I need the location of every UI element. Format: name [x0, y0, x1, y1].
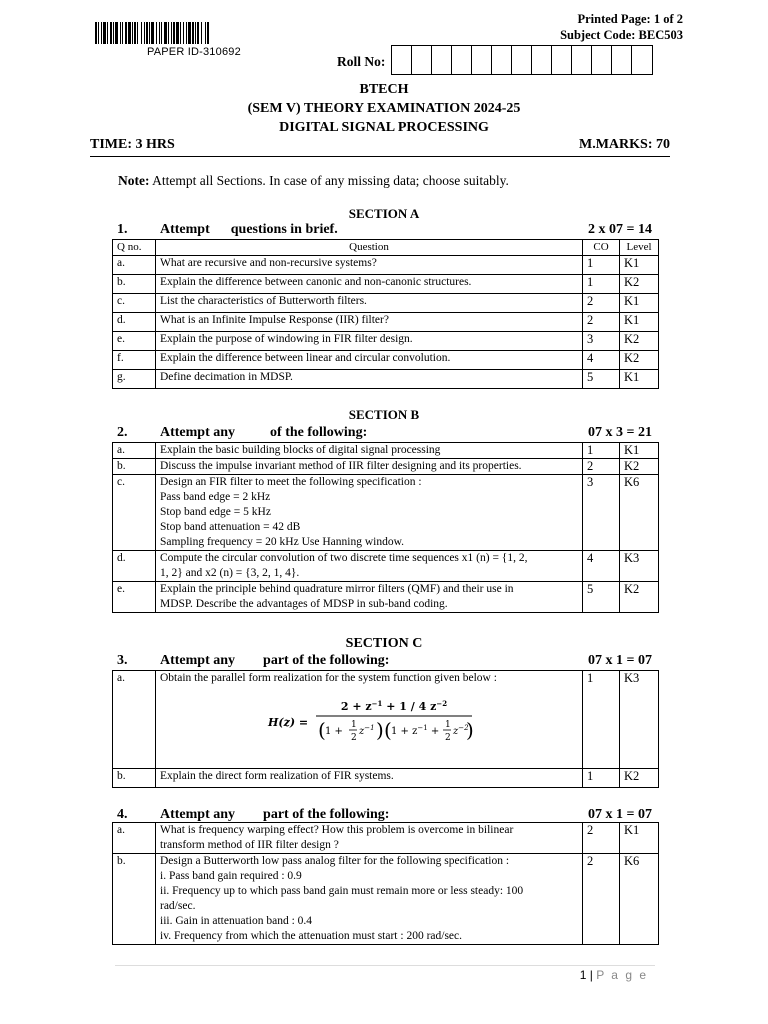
row-question: Define decimation in MDSP. [156, 370, 583, 389]
roll-no-boxes[interactable] [391, 45, 653, 75]
factor1-num: 1 [351, 720, 357, 730]
question-line: Pass band edge = 2 kHz [160, 491, 271, 503]
question-line: iii. Gain in attenuation band : 0.4 [160, 915, 313, 927]
barcode-bar [201, 22, 202, 44]
question-3-table [112, 670, 659, 788]
row-co: 1 [583, 256, 620, 275]
row-qno: a. [113, 823, 156, 854]
table-row [113, 854, 659, 945]
row-co: 3 [583, 332, 620, 351]
barcode-bar [180, 22, 181, 44]
row-level: K1 [620, 313, 659, 332]
question-marks: 2 x 07 = 14 [588, 222, 652, 237]
barcode-bar [164, 22, 167, 44]
barcode-graphic [95, 22, 305, 46]
row-qno: d. [113, 313, 156, 332]
roll-no-label: Roll No: [337, 54, 386, 69]
header-qno: Q no. [113, 240, 156, 256]
exam-time: TIME: 3 HRS [90, 137, 175, 152]
barcode-bar [128, 22, 131, 44]
note-text: Attempt all Sections. In case of any missing data; choose suitably. [149, 173, 509, 188]
question-instruction: Attempt questions in brief. [160, 222, 338, 237]
page-number: 1 [579, 968, 587, 982]
roll-no-box[interactable] [532, 46, 552, 74]
formula-fraction [314, 696, 474, 748]
question-line: Stop band edge = 5 kHz [160, 506, 271, 518]
barcode-bar [186, 22, 187, 44]
barcode-bar [171, 22, 172, 44]
page-sep: | [586, 968, 597, 982]
row-co: 5 [583, 582, 620, 613]
section-a-table [112, 239, 659, 389]
question-line: Explain the basic building blocks of digital signal processing [160, 444, 441, 456]
question-line: Design a Butterworth low pass analog filter for the following specification : [160, 855, 510, 867]
roll-no-box[interactable] [472, 46, 492, 74]
row-level: K6 [620, 475, 659, 551]
paren-open-2: ( [384, 718, 392, 742]
row-question: What is an Infinite Impulse Response (IIR) filter? [156, 313, 583, 332]
header-question: Question [156, 240, 583, 256]
barcode-bar [103, 22, 106, 44]
barcode-bar [159, 22, 160, 44]
question-line: 1, 2} and x2 (n) = {3, 2, 1, 4}. [160, 567, 300, 579]
barcode-bar [125, 22, 127, 44]
printed-info [560, 11, 683, 43]
max-marks: M.MARKS: 70 [579, 137, 670, 152]
factor2-den: 2 [445, 733, 451, 743]
question-number: 3. [117, 653, 128, 668]
row-qno: b. [113, 459, 156, 475]
barcode-bar [137, 22, 138, 44]
row-question [156, 551, 583, 582]
roll-no-box[interactable] [432, 46, 452, 74]
row-qno: g. [113, 370, 156, 389]
row-qno: b. [113, 769, 156, 788]
barcode-bar [173, 22, 175, 44]
paren-close-1: ) [376, 718, 384, 742]
row-level: K1 [620, 823, 659, 854]
row-question [156, 671, 583, 769]
row-co: 1 [583, 443, 620, 459]
question-marks: 07 x 3 = 21 [588, 425, 652, 440]
barcode-bar [146, 22, 148, 44]
note-label: Note: [118, 173, 150, 188]
row-level: K1 [620, 370, 659, 389]
question-instruction: Attempt any part of the following: [160, 653, 390, 668]
row-qno: a. [113, 443, 156, 459]
row-qno: e. [113, 582, 156, 613]
row-level: K3 [620, 551, 659, 582]
factor2-start: $1 + z^{-1}$ + [391, 724, 440, 737]
row-co: 2 [583, 294, 620, 313]
barcode-bar [188, 22, 191, 44]
row-qno: c. [113, 294, 156, 313]
barcode-bar [207, 22, 209, 44]
table-row [113, 294, 659, 313]
barcode-bar [161, 22, 162, 44]
factor1-z: $z^{-1}$ [359, 724, 375, 737]
row-question [156, 582, 583, 613]
question-marks: 07 x 1 = 07 [588, 807, 652, 822]
question-instruction: Attempt any of the following: [160, 425, 368, 440]
footer-divider [115, 965, 655, 966]
row-question: What are recursive and non-recursive systems? [156, 256, 583, 275]
row-level: K2 [620, 582, 659, 613]
row-level: K1 [620, 294, 659, 313]
table-row [113, 275, 659, 294]
barcode-bar [168, 22, 169, 44]
question-line: transform method of IIR filter design ? [160, 839, 339, 851]
question-line: i. Pass band gain required : 0.9 [160, 870, 302, 882]
transfer-function-formula [268, 696, 578, 748]
header-co: CO [583, 240, 620, 256]
question-line: Obtain the parallel form realization for the system function given below : [160, 672, 497, 684]
paren-open-1: ( [318, 718, 326, 742]
row-level: K2 [620, 351, 659, 370]
table-row [113, 551, 659, 582]
roll-no-box[interactable] [412, 46, 432, 74]
formula-lhs: H(z) = [268, 715, 309, 729]
section-c-title: SECTION C [345, 636, 423, 651]
question-number: 1. [117, 222, 128, 237]
roll-no-box[interactable] [592, 46, 612, 74]
row-co: 2 [583, 823, 620, 854]
row-question: Explain the difference between canonic and non-canonic structures. [156, 275, 583, 294]
row-qno: b. [113, 275, 156, 294]
barcode-bar [120, 22, 121, 44]
row-qno: b. [113, 854, 156, 945]
roll-no-box[interactable] [392, 46, 412, 74]
header-level: Level [620, 240, 659, 256]
printed-page: Printed Page: 1 of 2 [577, 12, 683, 26]
question-line: Sampling frequency = 20 kHz Use Hanning window. [160, 536, 404, 548]
row-level: K1 [620, 256, 659, 275]
question-line: rad/sec. [160, 900, 196, 912]
row-co: 1 [583, 671, 620, 769]
row-question: Explain the difference between linear and circular convolution. [156, 351, 583, 370]
barcode-bar [98, 22, 99, 44]
roll-no-box[interactable] [452, 46, 472, 74]
barcode-bar [95, 22, 97, 44]
paper-id: PAPER ID-310692 [147, 46, 241, 58]
row-qno: a. [113, 256, 156, 275]
row-qno: c. [113, 475, 156, 551]
paren-close-2: ) [466, 718, 474, 742]
question-instruction: Attempt any part of the following: [160, 807, 390, 822]
barcode-bar [176, 22, 179, 44]
barcode-bar [141, 22, 142, 44]
barcode-bar [144, 22, 145, 44]
row-co: 3 [583, 475, 620, 551]
row-level: K2 [620, 332, 659, 351]
question-marks: 07 x 1 = 07 [588, 653, 652, 668]
page-word: P a g e [596, 968, 648, 982]
barcode-bar [195, 22, 196, 44]
row-qno: f. [113, 351, 156, 370]
row-question [156, 443, 583, 459]
question-line: Stop band attenuation = 42 dB [160, 521, 301, 533]
row-question: Explain the direct form realization of FIR systems. [156, 769, 583, 788]
row-question [156, 459, 583, 475]
roll-no-box[interactable] [512, 46, 532, 74]
table-row [113, 370, 659, 389]
row-co: 2 [583, 313, 620, 332]
question-line: MDSP. Describe the advantages of MDSP in sub-band coding. [160, 598, 448, 610]
factor2-z: $z^{-2}$ [453, 724, 469, 737]
barcode-bar [134, 22, 136, 44]
row-question: List the characteristics of Butterworth filters. [156, 294, 583, 313]
barcode-bar [192, 22, 194, 44]
section-b-title: SECTION B [348, 407, 420, 422]
barcode-bar [151, 22, 154, 44]
subject-code: Subject Code: BEC503 [560, 28, 683, 42]
section-b-heading [117, 425, 652, 443]
formula-numerator: $2 + z^{-1} + 1 / 4$ $z^{-2}$ [341, 699, 448, 713]
exam-title-3: DIGITAL SIGNAL PROCESSING [279, 120, 489, 135]
table-row [113, 582, 659, 613]
table-row [113, 459, 659, 475]
barcode-bar [115, 22, 118, 44]
table-row [113, 443, 659, 459]
row-co: 2 [583, 459, 620, 475]
table-row [113, 332, 659, 351]
barcode-bar [183, 22, 184, 44]
exam-title-1: BTECH [359, 82, 409, 97]
note [118, 173, 509, 189]
divider [90, 156, 670, 157]
question-line: Design an FIR filter to meet the following specification : [160, 476, 422, 488]
barcode-bar [101, 22, 102, 44]
table-row [113, 351, 659, 370]
table-row [113, 475, 659, 551]
row-question [156, 823, 583, 854]
row-question [156, 475, 583, 551]
row-level: K3 [620, 671, 659, 769]
factor2-num: 1 [445, 720, 451, 730]
barcode-bar [132, 22, 133, 44]
row-level: K2 [620, 275, 659, 294]
roll-no-box[interactable] [612, 46, 632, 74]
row-co: 2 [583, 854, 620, 945]
barcode-bar [113, 22, 114, 44]
row-level: K2 [620, 459, 659, 475]
table-row [113, 671, 659, 769]
factor1-den: 2 [351, 733, 357, 743]
row-level: K6 [620, 854, 659, 945]
question-number: 4. [117, 807, 128, 822]
row-qno: e. [113, 332, 156, 351]
table-row [113, 313, 659, 332]
question-3-heading [117, 653, 652, 671]
section-a-heading [117, 222, 652, 240]
section-a-title: SECTION A [348, 206, 420, 221]
row-question: Explain the purpose of windowing in FIR filter design. [156, 332, 583, 351]
row-co: 1 [583, 769, 620, 788]
factor1-one-plus: 1 + [325, 726, 344, 737]
question-line: Explain the principle behind quadrature mirror filters (QMF) and their use in [160, 583, 514, 595]
question-line: Discuss the impulse invariant method of IIR filter designing and its properties. [160, 460, 522, 472]
barcode-bar [156, 22, 157, 44]
row-qno: a. [113, 671, 156, 769]
page-footer [580, 968, 648, 982]
row-level: K2 [620, 769, 659, 788]
roll-no-box[interactable] [572, 46, 592, 74]
table-row [113, 769, 659, 788]
row-qno: d. [113, 551, 156, 582]
roll-no-box[interactable] [492, 46, 512, 74]
barcode-bar [107, 22, 108, 44]
row-co: 4 [583, 551, 620, 582]
question-line: ii. Frequency up to which pass band gain must remain more or less steady: 100 [160, 885, 524, 897]
table-header-row [113, 240, 659, 256]
table-row [113, 823, 659, 854]
barcode-bar [110, 22, 112, 44]
row-level: K1 [620, 443, 659, 459]
row-question [156, 854, 583, 945]
question-line: Compute the circular convolution of two discrete time sequences x1 (n) = {1, 2, [160, 552, 528, 564]
question-line: iv. Frequency from which the attenuation must start : 200 rad/sec. [160, 930, 463, 942]
roll-no-box[interactable] [552, 46, 572, 74]
barcode-bar [122, 22, 123, 44]
question-line: What is frequency warping effect? How this problem is overcome in bilinear [160, 824, 514, 836]
question-4-table [112, 822, 659, 945]
row-co: 4 [583, 351, 620, 370]
barcode-bar [149, 22, 150, 44]
barcode [95, 22, 305, 58]
row-co: 1 [583, 275, 620, 294]
barcode-bar [197, 22, 199, 44]
section-b-table [112, 442, 659, 613]
question-number: 2. [117, 425, 128, 440]
exam-title-2: (SEM V) THEORY EXAMINATION 2024-25 [247, 101, 521, 116]
barcode-bar [205, 22, 206, 44]
roll-no-box[interactable] [632, 46, 652, 74]
row-co: 5 [583, 370, 620, 389]
table-row [113, 256, 659, 275]
